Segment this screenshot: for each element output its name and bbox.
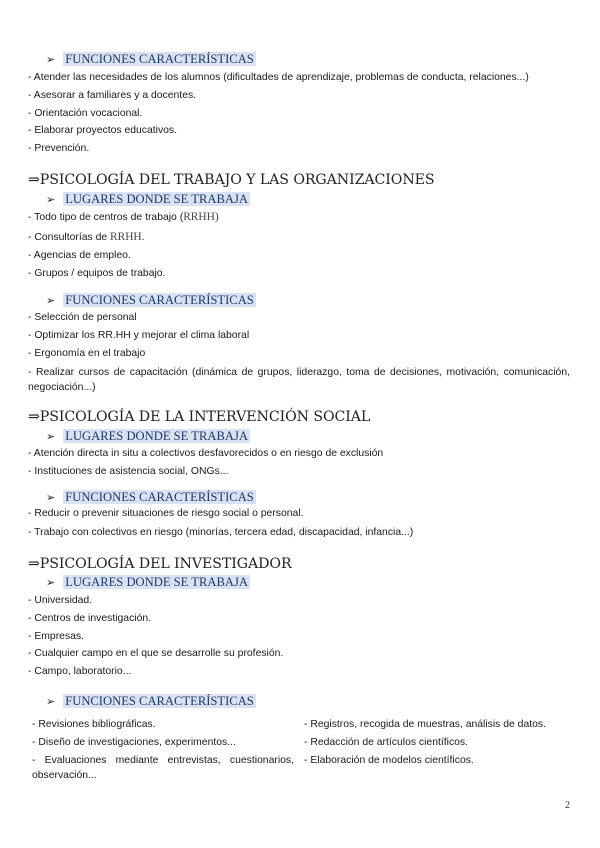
list-item: - Ergonomía en el trabajo (28, 348, 146, 359)
section-title-investigador: ⇒PSICOLOGÍA DEL INVESTIGADOR (28, 556, 292, 572)
list-item: - Grupos / equipos de trabajo. (28, 268, 166, 279)
section-title-trabajo: ⇒PSICOLOGÍA DEL TRABAJO Y LAS ORGANIZACIONES (28, 172, 435, 188)
list-item: - Prevención. (28, 143, 90, 154)
list-item: - Atención directa in situ a colectivos desfavorecidos o en riesgo de exclusión (28, 448, 384, 459)
arrow-bullet-icon: ➢ (46, 431, 56, 443)
list-item: - Selección de personal (28, 312, 137, 323)
arrow-bullet-icon: ➢ (46, 194, 56, 206)
section-title-social: ⇒PSICOLOGÍA DE LA INTERVENCIÓN SOCIAL (28, 409, 371, 425)
lugares-heading-trabajo: ➢ LUGARES DONDE SE TRABAJA (46, 192, 248, 206)
funciones-heading-1: ➢ FUNCIONES CARACTERÍSTICAS (46, 52, 254, 66)
lugares-heading-social: ➢ LUGARES DONDE SE TRABAJA (46, 429, 248, 443)
list-item: - Orientación vocacional. (28, 108, 143, 119)
list-item: - Revisiones bibliográficas. (32, 719, 156, 730)
list-item: - Campo, laboratorio... (28, 666, 132, 677)
list-item: - Elaboración de modelos científicos. (304, 755, 474, 766)
lugares-heading-investigador: ➢ LUGARES DONDE SE TRABAJA (46, 575, 248, 589)
list-item: - Realizar cursos de capacitación (dinámica de grupos, liderazgo, toma de decisiones, motivación, comunicación, negociación...) (28, 367, 570, 393)
list-item: - Todo tipo de centros de trabajo (RRHH) (28, 211, 219, 223)
arrow-bullet-icon: ➢ (46, 696, 56, 708)
list-item: - Instituciones de asistencia social, ONGs... (28, 466, 229, 477)
arrow-bullet-icon: ➢ (46, 492, 56, 504)
funciones-heading-trabajo: ➢ FUNCIONES CARACTERÍSTICAS (46, 293, 254, 307)
funciones-column-left (32, 717, 294, 783)
list-item: - Registros, recogida de muestras, análisis de datos. (304, 719, 546, 730)
list-item: - Trabajo con colectivos en riesgo (minorías, tercera edad, discapacidad, infancia...) (28, 527, 414, 538)
list-item: - Cualquier campo en el que se desarrolle su profesión. (28, 648, 284, 659)
list-item: - Centros de investigación. (28, 613, 152, 624)
list-item: - Consultorías de RRHH. (28, 231, 145, 243)
list-item: - Agencias de empleo. (28, 250, 131, 261)
arrow-bullet-icon: ➢ (46, 295, 56, 307)
list-item: - Atender las necesidades de los alumnos (dificultades de aprendizaje, problemas de conducta, relaciones...) (28, 72, 529, 83)
funciones-column-right (304, 717, 564, 768)
list-item: - Asesorar a familiares y a docentes. (28, 90, 197, 101)
arrow-bullet-icon: ➢ (46, 54, 56, 66)
list-item: - Diseño de investigaciones, experimentos... (32, 737, 236, 748)
list-item: - Evaluaciones mediante entrevistas, cuestionarios, observación... (32, 755, 294, 781)
list-item: - Universidad. (28, 595, 93, 606)
list-item: - Empresas. (28, 631, 85, 642)
funciones-heading-social: ➢ FUNCIONES CARACTERÍSTICAS (46, 490, 254, 504)
list-item: - Elaborar proyectos educativos. (28, 125, 178, 136)
list-item: - Reducir o prevenir situaciones de riesgo social o personal. (28, 508, 304, 519)
page-number: 2 (565, 800, 570, 811)
arrow-bullet-icon: ➢ (46, 577, 56, 589)
funciones-heading-investigador: ➢ FUNCIONES CARACTERÍSTICAS (46, 694, 254, 708)
list-item: - Redacción de artículos científicos. (304, 737, 469, 748)
list-item: - Optimizar los RR.HH y mejorar el clima laboral (28, 330, 250, 341)
